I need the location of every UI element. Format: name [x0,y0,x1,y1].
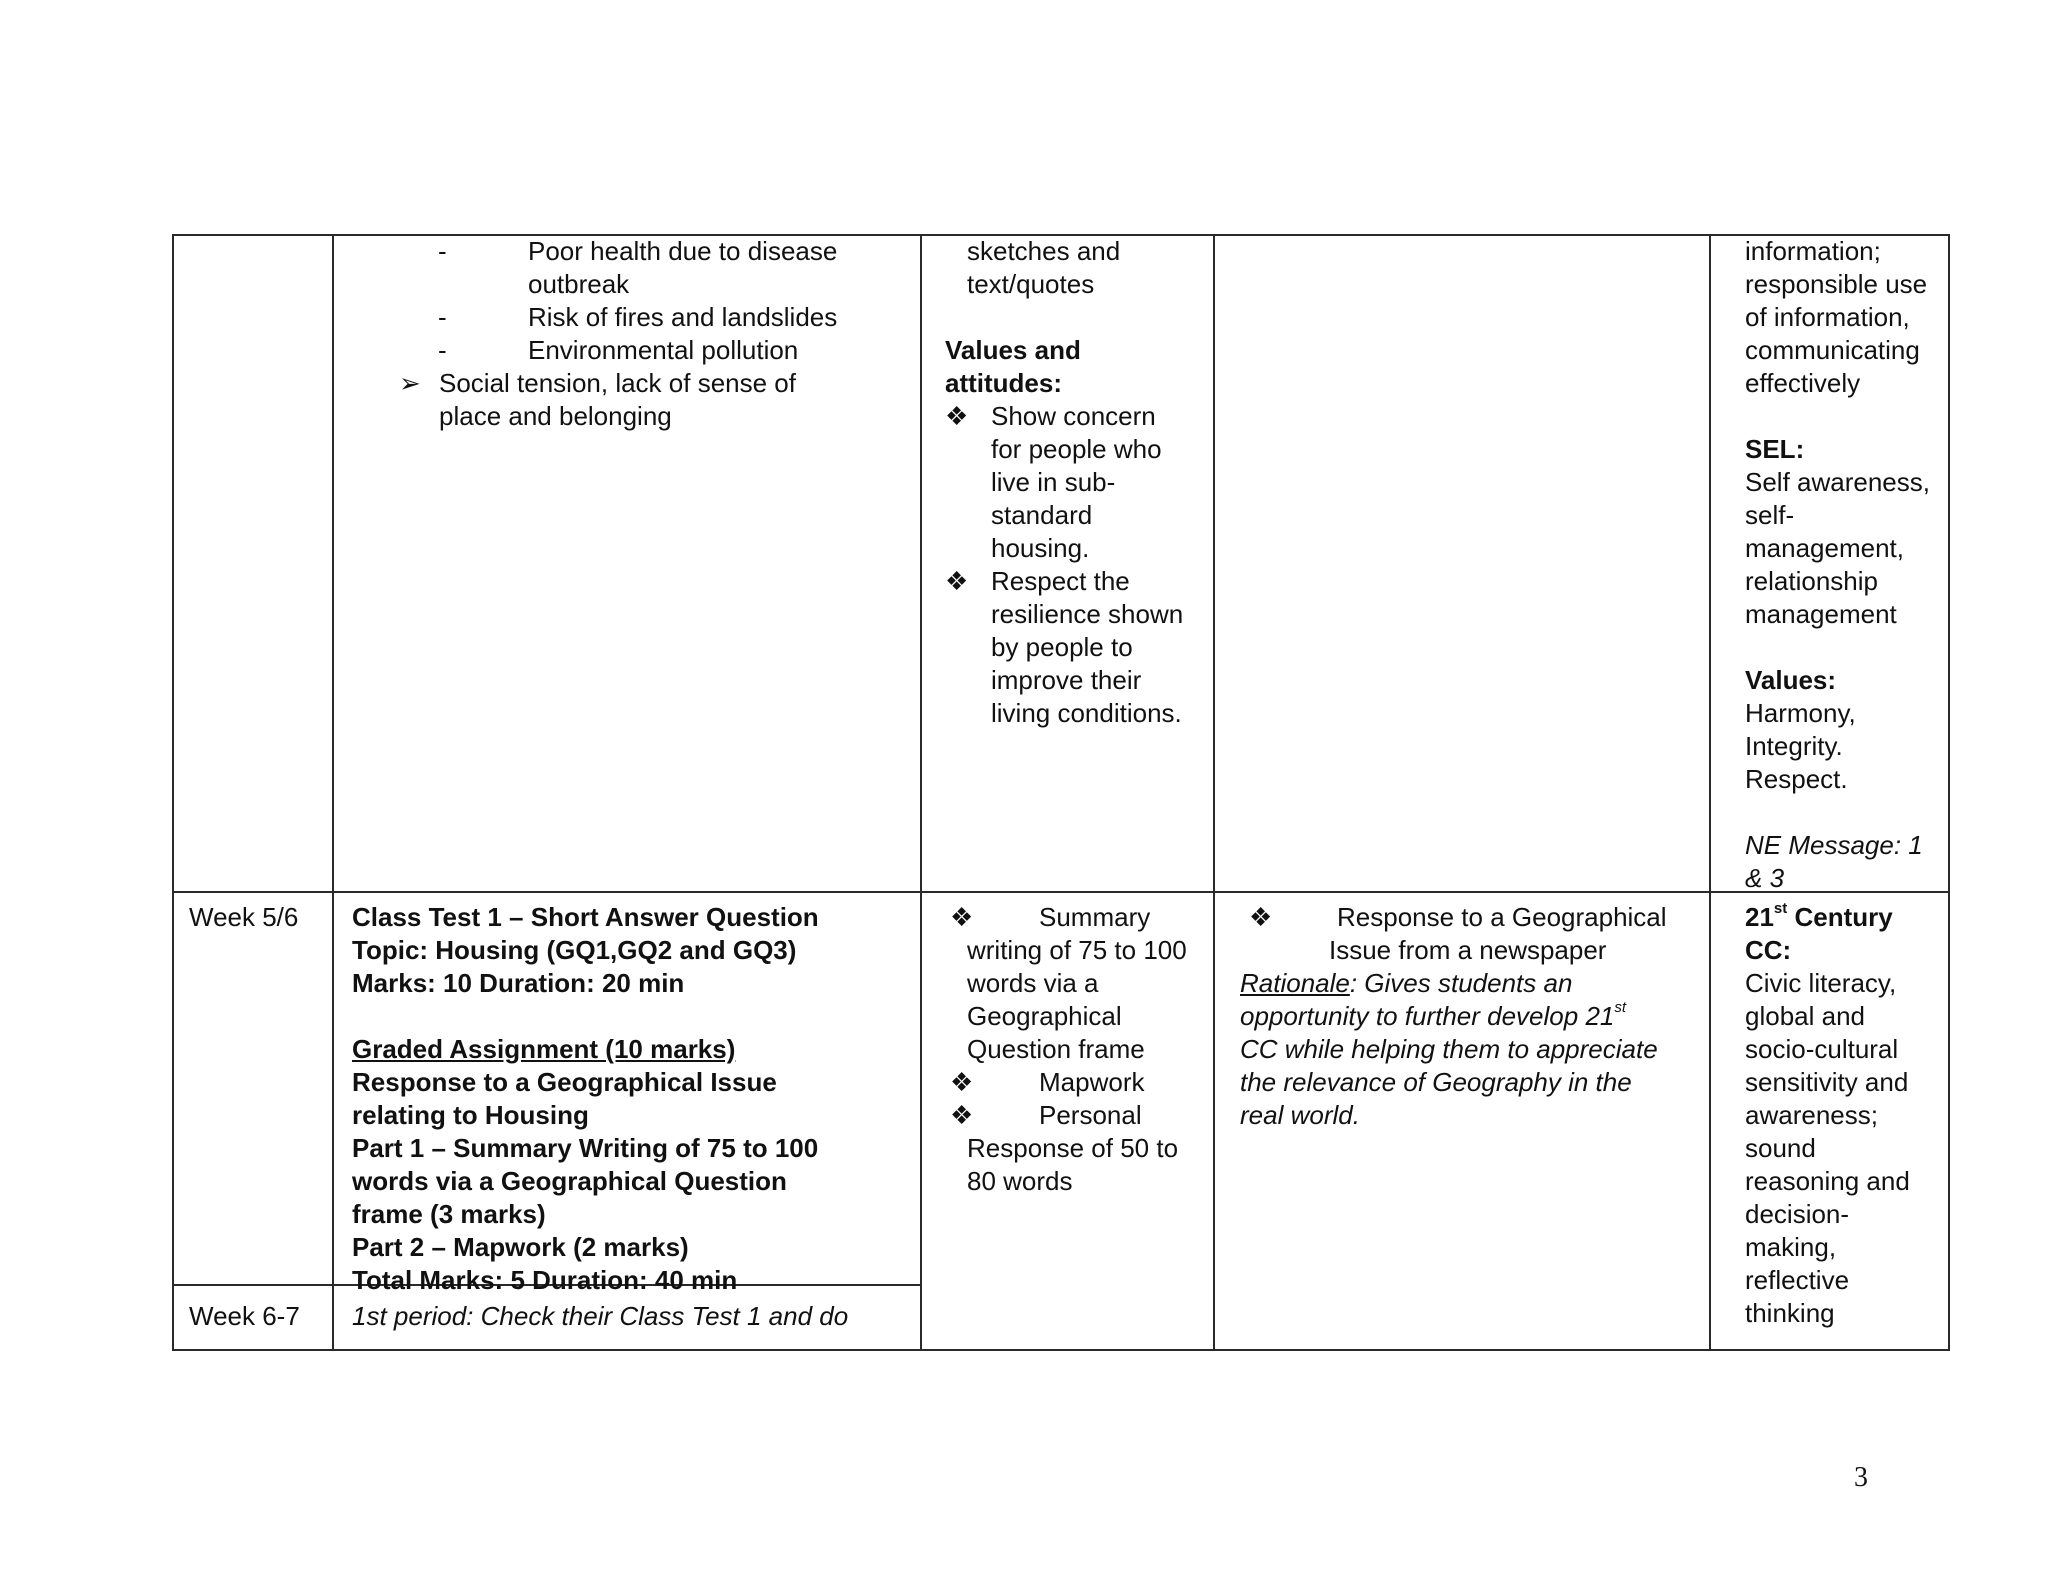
column-divider-3 [1213,234,1215,1351]
row2-assessment-cell: ❖ Response to a Geographical Issue from a newspaper Rationale: Gives students an opportunity to further develop 21st CC while helping them to appreciate the relevance of Geography in the real world. [1240,902,1667,1130]
table-border-bottom [172,1349,1950,1351]
arrow-bullet-icon: ➢ [399,368,421,398]
column-divider-1 [332,234,334,1351]
dash-marker: - [438,236,447,266]
row1-competencies-cell: information; responsible use of information, communicating effectively SEL: Self awareness, self- management, relationship management Values: Harmony, Integrity. Respect. NE Message: 1 & 3 [1745,236,1930,893]
diamond-bullet-icon: ❖ [950,1067,974,1097]
list-item: ❖ Response to a Geographical [1249,902,1667,932]
row2-competencies-cell: 21st Century CC: Civic literacy, global and socio-cultural sensitivity and awareness; sound reasoning and decision- making, reflective thinking [1745,900,1910,1328]
diamond-bullet-icon: ❖ [945,566,969,596]
rationale-text: Rationale: Gives students an [1240,968,1573,998]
diamond-bullet-icon: ❖ [1249,902,1273,932]
diamond-bullet-icon: ❖ [950,902,974,932]
century-cc-heading: 21st Century [1745,900,1893,932]
ne-message: NE Message: 1 [1745,830,1923,860]
week-label: Week 5/6 [189,902,299,932]
table-border-left [172,234,174,1351]
column-divider-2 [920,234,922,1351]
week-label: Week 6-7 [189,1301,300,1331]
table-border-right [1948,234,1950,1351]
row2-content-cell: Class Test 1 – Short Answer Question Topic: Housing (GQ1,GQ2 and GQ3) Marks: 10 Duration: 20 min Graded Assignment (10 marks) Response to a Geographical Issue relating to Housing Part 1 – Summary Writing of 75 to 100 words via a Geographical Question frame (3 marks) Part 2 – Mapwork (2 marks) Total Marks: 5 Duration: 40 min [352,902,819,1295]
row3-content-text: 1st period: Check their Class Test 1 and do [352,1301,849,1331]
graded-assignment-heading: Graded Assignment (10 marks) [352,1034,736,1064]
values-heading: Values: [1745,665,1837,695]
column-divider-4 [1709,234,1711,1351]
diamond-bullet-icon: ❖ [945,401,969,431]
dash-marker: - [438,335,447,365]
rationale-label: Rationale [1240,968,1350,998]
row-divider-1 [172,891,1950,893]
diamond-bullet-icon: ❖ [950,1100,974,1130]
sel-heading: SEL: [1745,434,1805,464]
page-number: 3 [1854,1462,1868,1493]
dash-marker: - [438,302,447,332]
